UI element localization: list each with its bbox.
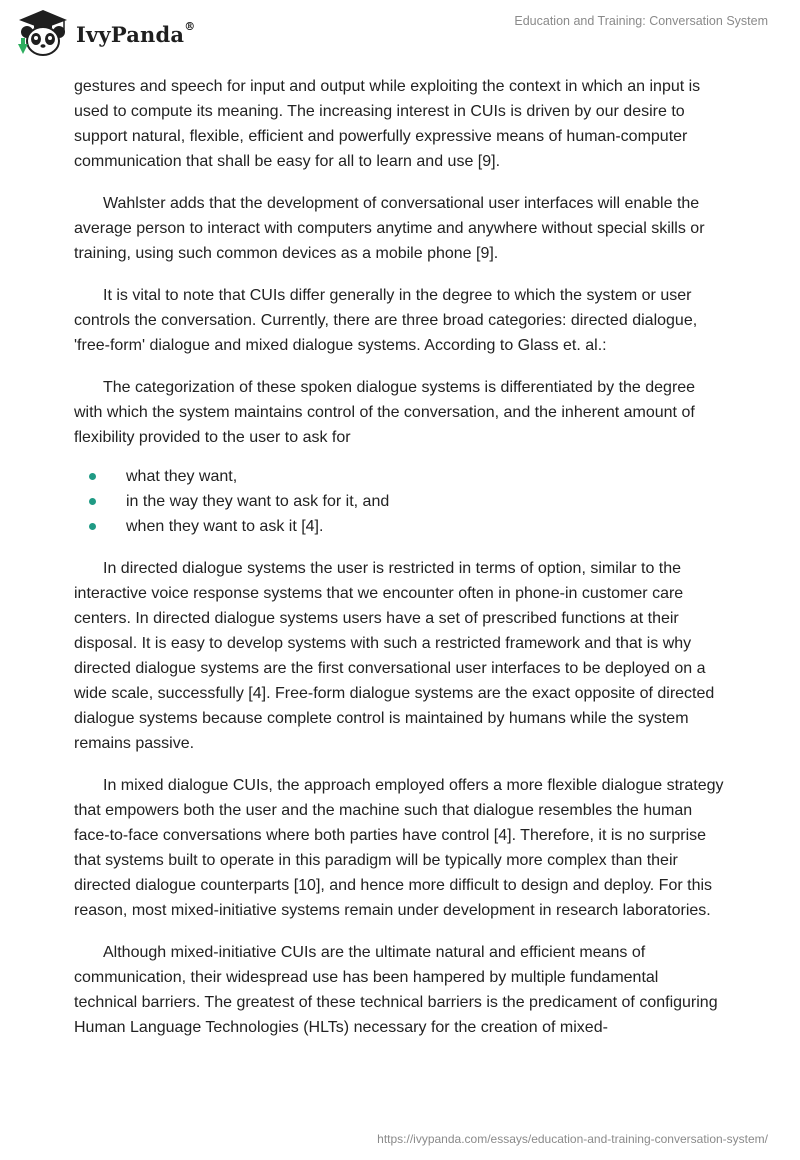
paragraph: In mixed dialogue CUIs, the approach employed offers a more flexible dialogue strategy that empowers both the user and the machine such that dialogue resembles the human face-to-face conversations where both parties have control [4]. Therefore, it is no surprise that systems built to operate in this paradigm will be typically more complex than their directed dialogue counterparts [10], and hence more difficult to design and deploy. For this reason, most mixed-initiative systems remain under development in research laboratories. [74, 777, 724, 919]
essay-body [74, 74, 724, 1057]
quote-paragraph: The categorization of these spoken dialogue systems is differentiated by the degree with which the system maintains control of the conversation, and the inherent amount of flexibility provided to the user to ask for [74, 379, 696, 446]
paragraph: In directed dialogue systems the user is restricted in terms of option, similar to the interactive voice response systems that we encounter often in phone-in customer care centers. In directed dialogue systems users have a set of prescribed functions at their disposal. It is easy to develop systems with such a restricted framework and that is why directed dialogue systems are the first conversational user interfaces to be deployed on a wide scale, successfully [4]. Free-form dialogue systems are the exact opposite of directed dialogue systems because complete control is maintained by humans while the system remains passive. [74, 560, 715, 752]
brand-name: IvyPanda® [76, 19, 196, 47]
panda-logo-icon [14, 8, 72, 58]
paragraph: Although mixed-initiative CUIs are the ultimate natural and efficient means of communication, their widespread use has been hampered by multiple fundamental technical barriers. The greatest of these technical barriers is the predicament of configuring Human Language Technologies (HLTs) necessary for the creation of mixed- [74, 944, 718, 1036]
source-url[interactable]: https://ivypanda.com/essays/education-and-training-conversation-system/ [377, 1132, 768, 1146]
brand-logo[interactable] [14, 8, 195, 58]
list-item: what they want, [74, 464, 724, 489]
document-title: Education and Training: Conversation System [514, 14, 768, 28]
bullet-dot-icon [89, 498, 96, 505]
registered-mark: ® [184, 19, 196, 33]
bullet-dot-icon [89, 523, 96, 530]
paragraph: gestures and speech for input and output while exploiting the context in which an input is used to compute its meaning. The increasing interest in CUIs is driven by our desire to support natural, flexible, efficient and powerfully expressive means of human-computer communication that shall be easy for all to learn and use [9]. [74, 78, 701, 170]
paragraph: Wahlster adds that the development of conversational user interfaces will enable the average person to interact with computers anytime and anywhere without special skills or training, using such common devices as a mobile phone [9]. [74, 195, 705, 262]
list-item: in the way they want to ask for it, and [74, 489, 724, 514]
list-item: when they want to ask it [4]. [74, 514, 724, 539]
bullet-dot-icon [89, 473, 96, 480]
bullet-list [74, 464, 724, 539]
page-header [0, 0, 800, 70]
paragraph: It is vital to note that CUIs differ generally in the degree to which the system or user controls the conversation. Currently, there are three broad categories: directed dialogue, 'free-form' dialogue and mixed dialogue systems. According to Glass et. al.: [74, 287, 698, 354]
